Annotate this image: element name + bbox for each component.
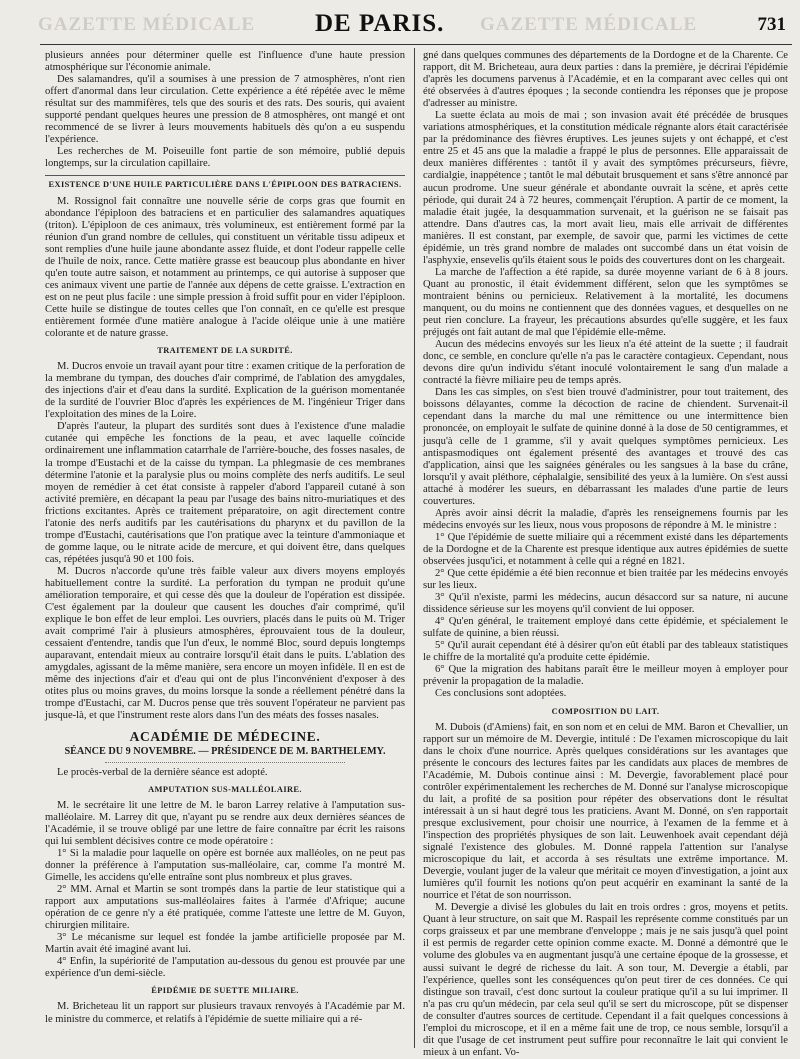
column-divider [414,48,415,1048]
paragraph: 2° MM. Arnal et Martin se sont trompés dans la partie de leur statistique qui a rapport aux amputations sus-malléolaires faites à l'armée d'Afrique; aucune opération de ce genre n'y a été pratiquée, comme l'atteste une lettre de M. Guyon, chirurgien militaire. [45,884,405,932]
left-column [45,50,405,1045]
right-column [423,50,788,1058]
section-heading: AMPUTATION SUS-MALLÉOLAIRE. [148,784,302,794]
paragraph: M. Dubois (d'Amiens) fait, en son nom et en celui de MM. Baron et Chevallier, un rapport sur un mémoire de M. Devergie, intitulé : De l'examen microscopique du lait dans le choix d'une nourrice. Après quelques considérations sur les avantages que présente le concours des lectures faites par les candidats aux places de membres de l'Académie, M. Dubois continue ainsi : M. Devergie, favorablement placé pour contrôler expérimentalement les recherches de M. Donné sur l'analyse microscopique du lait, a profité de sa position pour répéter des observations dont le résultat intéressait à un si haut degré tous les praticiens. Avant M. Donné, on s'en rapportait presque exclusivement, pour choisir une nourrice, à l'examen de la femme et à l'inspection des propriétés physiques de son lait. Leuwenhoek avait cependant déjà signalé l'existence des globules. M. Donné rappela l'attention sur l'analyse microscopique du lait, et accorda à ses résultats une extrême importance. M. Devergie, voulant juger de la valeur que méritait ce moyen d'investigation, a joint aux lumières qu'il fournit les notions qu'on peut acquérir en examinant la santé de la nourrice et l'état de son nourrisson. [423,721,788,902]
section-heading: TRAITEMENT DE LA SURDITÉ. [157,346,293,356]
paragraph: M. le secrétaire lit une lettre de M. le baron Larrey relative à l'amputation sus-malléolaire. M. Larrey dit que, n'ayant pu se rendre aux deux dernières séances de l'Académie, il se trouve obligé par une lettre de faire connaître par écrit les raisons qui lui semblent décisives contre ce mode opératoire : [45,799,405,847]
paragraph: Après avoir ainsi décrit la maladie, d'après les renseignemens fournis par les médecins envoyés sur les lieux, nous vous proposons de répondre à M. le ministre : [423,507,788,531]
paragraph: 1° Que l'épidémie de suette miliaire qui a récemment existé dans les départements de la Dordogne et de la Charente est presque identique aux autres épidémies de suette observées jusqu'ici, et notamment à celle qui a régné en 1821. [423,531,788,567]
paragraph: 5° Qu'il aurait cependant été à désirer qu'on eût établi par des tableaux statistiques le chiffre de la mortalité qu'a produite cette épidémie. [423,640,788,664]
paragraph: La suette éclata au mois de mai ; son invasion avait été précédée de brusques variations atmosphériques, et la constitution médicale régnante alors était caractérisée par la prédominance des fièvres éruptives. Les jeunes sujets y ont échappé, et c'est entre 25 et 45 ans que la maladie a frappé le plus de personnes. Elle apparaissait de deux manières différentes : tantôt il y avait des symptômes précurseurs, fièvre, cardialgie, inappétence ; tantôt le mal débutait brusquement et sans s'être annoncé par aucun prodrome. Une sueur générale et abondante ouvrait la scène, et après cette période, qui durait 24 à 72 heures, commençait l'éruption. A partir de ce moment, la maladie était jugée, la desquammation survenait, et la guérison ne se faisait pas attendre. Dans d'autres cas, la mort avait lieu, mais elle arrivait de différentes manières. Il est constant, par exemple, de savoir que, parmi les victimes de cette épidémie, un très grand nombre de malades ont succombé dans un état voisin de l'asphyxie, ensevelis qu'ils étaient sous le poids des couvertures dont on les chargeait. [423,110,788,266]
paragraph: Le procès-verbal de la dernière séance est adopté. [57,766,268,778]
paragraph: 3° Le mécanisme sur lequel est fondée la jambe artificielle proposée par M. Martin avait été imaginé avant lui. [45,932,405,956]
paragraph: 1° Si la maladie pour laquelle on opère est bornée aux malléoles, on ne peut pas donner la préférence à l'amputation sus-malléolaire, car, comme l'a montré M. Gimelle, les accidens qu'elle entraîne sont plus nombreux et plus graves. [45,847,405,883]
paragraph: M. Ducros envoie un travail ayant pour titre : examen critique de la perforation de la membrane du tympan, des douches d'air comprimé, de l'ablation des amygdales, des injections d'air et d'eau dans la surdité. Explication de la guérison momentanée de la surdité de l'ouvrier Bloc d'après les expériences de M. l'ingénieur Triger dans l'exploitation des mines de la Loire. [45,361,405,421]
paragraph: M. Devergie a divisé les globules du lait en trois ordres : gros, moyens et petits. Quant à leur structure, on sait que M. Raspail les représente comme constitués par un corps graisseux et par une membrane d'enveloppe ; mais je ne sais jusqu'à quel point il est permis de regarder cette opinion comme exacte. M. Donné a démontré que le volume des globules va en augmentant jusqu'à une certaine époque de la grossesse, et aussi suivant le degré de richesse du lait. A son tour, M. Devergie a établi, par l'expérience, quelles sont les conséquences qu'on peut tirer de ces données. Ce qui distingue son travail, c'est donc surtout la couleur pratique qu'il a su lui imprimer. Il n'a pas cru qu'un médecin, par cela seul qu'il se sert du microscope, pût se dispenser de consulter d'autres sources de certitude. Cependant il a fait quelques concessions à l'emploi du microscope, et il en a même fait une de trop, ce nous semble, lorsqu'il a dit que l'usage de cet instrument peut suffire pour reconnaître le lait qui convient le mieux à un enfant. Vo- [423,902,788,1058]
session-heading: SÉANCE DU 9 NOVEMBRE. — PRÉSIDENCE DE M. BARTHELEMY. [64,745,386,757]
section-heading: COMPOSITION DU LAIT. [551,706,660,716]
page-number: 731 [757,14,786,35]
paragraph: 2° Que cette épidémie a été bien reconnue et bien traitée par les médecins envoyés sur les lieux. [423,568,788,592]
paragraph: 6° Que la migration des habitans paraît être le meilleur moyen à employer pour prévenir la propagation de la maladie. [423,664,788,688]
paragraph: M. Rossignol fait connaître une nouvelle série de corps gras que fournit en abondance l'épiploon des batraciens et en particulier des salamandres aquatiques (triton). L'épiploon de ces animaux, très volumineux, est entièrement formé par la réunion d'un grand nombre de cellules, qui constituent un véritable tissu adipeux et sont remplies d'une huile jaune abondante assez fluide, et dont l'odeur rappelle celle de l'huile de noix, rance. Cette matière grasse est beaucoup plus abondante en hiver qu'en toute autre saison, et notamment au printemps, ce qui autorise à supposer que ces animaux vivent une partie de l'année aux dépens de cette graisse. L'extraction en est on ne peut plus facile : une simple pression à froid suffit pour en vider l'épiploon. Cette huile se distingue de toutes celles que l'on connaît, en ce qu'elle est presque entièrement formée d'une matière analogue à l'acide oléique unie à une matière colorante et de nature grasse. [45,195,405,340]
paragraph: 4° Enfin, la supériorité de l'amputation au-dessous du genou est prouvée par une expérience d'un demi-siècle. [45,956,405,980]
separator [105,762,345,763]
paragraph: 4° Qu'en général, le traitement employé dans cette épidémie, et spécialement le sulfate de quinine, a bien réussi. [423,616,788,640]
paragraph: Des salamandres, qu'il a soumises à une pression de 7 atmosphères, n'ont rien offert d'anormal dans leur circulation. Cette expérience a été répétée avec le même résultat sur des mammifères, tels que des souris et des rats. Des souris, qui avaient supporté pendant quelques heures une pression de 8 atmosphères, ont mangé et ont recommencé de se livrer à leurs mouvements habituels dès qu'on a eu suspendu l'expérience. [45,74,405,146]
masthead: DE PARIS. [315,10,445,37]
paragraph: plusieurs années pour déterminer quelle est l'influence d'une haute pression atmosphérique sur l'économie animale. [45,50,405,74]
section-heading: ÉPIDÉMIE DE SUETTE MILIAIRE. [151,986,299,996]
paragraph: M. Ducros n'accorde qu'une très faible valeur aux divers moyens employés habituellement contre la surdité. La perforation du tympan ne produit qu'une amélioration temporaire, et qui cesse dès que la douleur de l'opération est dissipée. C'est également par la douleur que causent les douches d'air comprimé, qu'il explique le bon effet de leur emploi. Les ouvriers, placés dans le puits où M. Triger avait comprimé l'air à plusieurs atmosphères, éprouvaient tous de la douleur, cessaient d'entendre, tandis que l'un d'eux, le nommé Bloc, sourd depuis longtemps auparavant, entendait mieux au contraire lorsqu'il était dans le puits. L'ablation des amygdales, agissant de la même manière, sera encore un moyen infidèle. Il en est de même des injections d'air et d'eau qui ont de plus l'inconvénient d'exposer à des otites plus ou moins graves, du moins lorsque la sonde a réellement pénétré dans la trompe d'Eustachi, car M. Ducros pense que très souvent l'opérateur ne parvient pas jusque-là, et que l'instrument reste alors dans l'un des méats des fosses nasales. [45,565,405,722]
paragraph: Aucun des médecins envoyés sur les lieux n'a été atteint de la suette ; il faudrait donc, ce semble, en conclure qu'elle n'a pas le caractère contagieux. Cependant, nous devons dire qu'un individu s'étant inoculé volontairement le sang d'un malade a contracté la fièvre miliaire peu de temps après. [423,339,788,387]
paragraph: 3° Qu'il n'existe, parmi les médecins, aucun désaccord sur sa nature, ni aucune dissidence sérieuse sur les moyens qu'il convient de lui opposer. [423,592,788,616]
paragraph: Les recherches de M. Poiseuille font partie de son mémoire, publié depuis longtemps, sur la circulation capillaire. [45,146,405,170]
academy-heading: ACADÉMIE DE MÉDECINE. [129,728,321,744]
paragraph: Dans les cas simples, on s'est bien trouvé d'administrer, pour tout traitement, des boissons délayantes, comme la décoction de racine de chiendent. Survenait-il cependant dans la marche du mal une rémittence ou une intermittence bien prononcée, on employait le sulfate de quinine donné à la dose de 50 centigrammes, et jusqu'à celle de 1 gramme, s'il y avait quelques symptômes pernicieux. Les antispasmodiques ont également présenté des avantages et trouvé des cas d'application, ainsi que les saignées générales ou les sangsues à la base du crâne, lorsqu'il y avait pléthore, céphalalgie, sensibilité des yeux à la lumière. On s'est aussi attaché à modérer les sueurs, en débarrassant les malades d'une partie de leurs couvertures. [423,387,788,507]
paragraph: gné dans quelques communes des départements de la Dordogne et de la Charente. Ce rapport, dit M. Bricheteau, aura deux parties : dans la première, je décrirai l'épidémie d'après les documens parvenus à l'Académie, et en la comparant avec celles qui ont été observées à d'autres époques ; la seconde contiendra les réponses que je propose d'adresser au ministre. [423,50,788,110]
paragraph: M. Bricheteau lit un rapport sur plusieurs travaux renvoyés à l'Académie par M. le ministre du commerce, et relatifs à l'épidémie de suette miliaire qui a ré- [45,1001,405,1025]
paragraph: La marche de l'affection a été rapide, sa durée moyenne variant de 6 à 8 jours. Quant au pronostic, il était évidemment différent, selon que les symptômes se montraient bénins ou pernicieux. Relativement à la mortalité, les documens manquent, ou du moins ne contiennent que des données vagues, et desquelles on ne peut rien conclure. La frayeur, les précautions absurdes qu'elle suggère, et les faux préjugés ont fait autant de mal que l'épidémie elle-même. [423,266,788,339]
page-header [0,10,800,40]
bleed-through-text: GAZETTE MÉDICALE [38,14,256,35]
paragraph: Ces conclusions sont adoptées. [435,688,567,700]
section-heading: EXISTENCE D'UNE HUILE PARTICULIÈRE DANS L'ÉPIPLOON DES BATRACIENS. [45,175,405,191]
header-rule [40,44,792,45]
paragraph: D'après l'auteur, la plupart des surdités sont dues à l'existence d'une maladie cutanée qui empêche les fonctions de la peau, et avec laquelle coïncide ordinairement une inflammation catarrhale de l'arrière-bouche, des fosses nasales, de la trompe d'Eustachi et de la caisse du tympan. La phlegmasie de ces membranes détermine l'atonie et la paralysie plus ou moins complète des nerfs auditifs. Le seul moyen de remédier à cet état consiste à rappeler d'abord l'appareil cutané à son activité première, en décapant la peau par l'usage des bains nitro-muriatiques et des frictions excitantes. Après ce traitement préparatoire, on agit directement contre l'atonie des nerfs auditifs par les cautérisations du pharynx et du pavillon de la trompe d'Eustachi, cautérisations que l'on pratique avec la teinture d'ammoniaque et de gomme laque, ou le nitrate acide de mercure, et qui doivent être, dans quelques cas, répétées jusqu'à 90 et 100 fois. [45,421,405,565]
bleed-through-text: GAZETTE MÉDICALE [480,14,698,35]
